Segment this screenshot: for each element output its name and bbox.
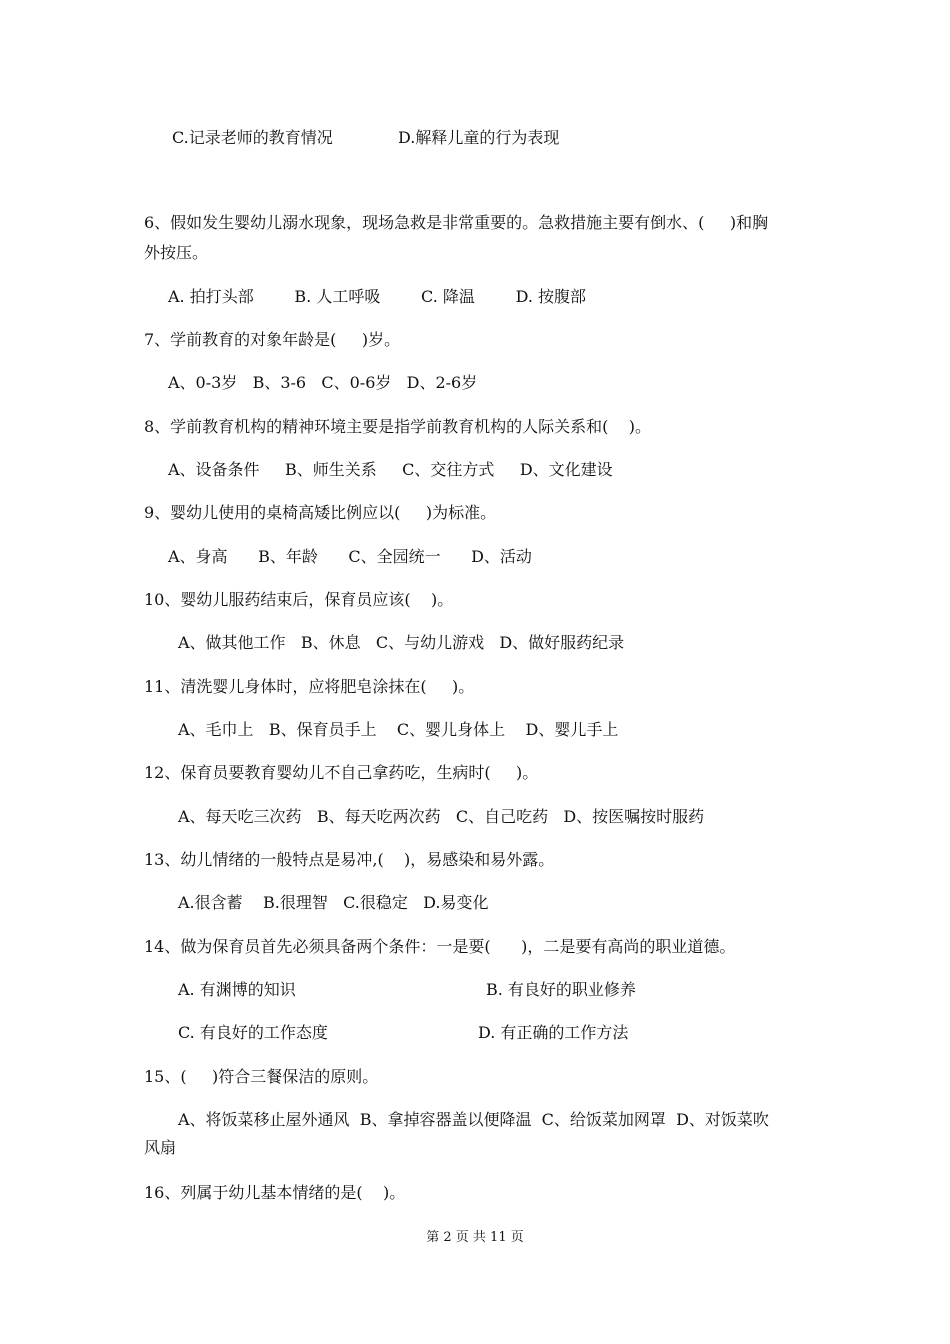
- question-12-options: A、每天吃三次药 B、每天吃两次药 C、自己吃药 D、按医嘱按时服药: [178, 807, 705, 826]
- question-7-options: A、0-3岁 B、3-6 C、0-6岁 D、2-6岁: [168, 373, 478, 392]
- question-14-option-b: B. 有良好的职业修养: [486, 980, 636, 999]
- question-8: 8、学前教育机构的精神环境主要是指学前教育机构的人际关系和( )。: [144, 417, 652, 436]
- question-7: 7、学前教育的对象年龄是( )岁。: [144, 330, 401, 349]
- question-14-option-d: D. 有正确的工作方法: [478, 1023, 629, 1042]
- question-8-options: A、设备条件 B、师生关系 C、交往方式 D、文化建设: [168, 460, 613, 479]
- question-6-line-1: 6、假如发生婴幼儿溺水现象，现场急救是非常重要的。急救措施主要有倒水、( )和胸: [144, 213, 769, 232]
- question-15-options-line-2: 风扇: [144, 1138, 177, 1157]
- question-9-options: A、身高 B、年龄 C、全园统一 D、活动: [168, 547, 532, 566]
- question-10: 10、婴幼儿服药结束后，保育员应该( )。: [144, 590, 454, 609]
- question-14-option-a: A. 有渊博的知识: [178, 980, 296, 999]
- question-6-line-2: 外按压。: [144, 243, 209, 262]
- question-9: 9、婴幼儿使用的桌椅高矮比例应以( )为标准。: [144, 503, 497, 522]
- question-14: 14、做为保育员首先必须具备两个条件：一是要( )，二是要有高尚的职业道德。: [144, 937, 736, 956]
- q5-option-d: D.解释儿童的行为表现: [398, 128, 560, 147]
- question-15: 15、( )符合三餐保洁的原则。: [144, 1067, 379, 1086]
- q5-option-c: C.记录老师的教育情况: [172, 128, 333, 147]
- question-13: 13、幼儿情绪的一般特点是易冲,( )，易感染和易外露。: [144, 850, 555, 869]
- question-11: 11、清洗婴儿身体时，应将肥皂涂抹在( )。: [144, 677, 475, 696]
- question-6-options: A. 拍打头部 B. 人工呼吸 C. 降温 D. 按腹部: [168, 287, 586, 306]
- question-10-options: A、做其他工作 B、休息 C、与幼儿游戏 D、做好服药纪录: [178, 633, 625, 652]
- question-11-options: A、毛巾上 B、保育员手上 C、婴儿身体上 D、婴儿手上: [178, 720, 619, 739]
- page-footer: 第 2 页 共 11 页: [426, 1230, 524, 1245]
- question-16: 16、列属于幼儿基本情绪的是( )。: [144, 1183, 406, 1202]
- question-15-options-line-1: A、将饭菜移止屋外通风 B、拿掉容器盖以便降温 C、给饭菜加网罩 D、对饭菜吹: [178, 1110, 769, 1129]
- question-12: 12、保育员要教育婴幼儿不自己拿药吃，生病时( )。: [144, 763, 539, 782]
- question-13-options: A.很含蓄 B.很理智 C.很稳定 D.易变化: [178, 893, 489, 912]
- question-14-option-c: C. 有良好的工作态度: [178, 1023, 328, 1042]
